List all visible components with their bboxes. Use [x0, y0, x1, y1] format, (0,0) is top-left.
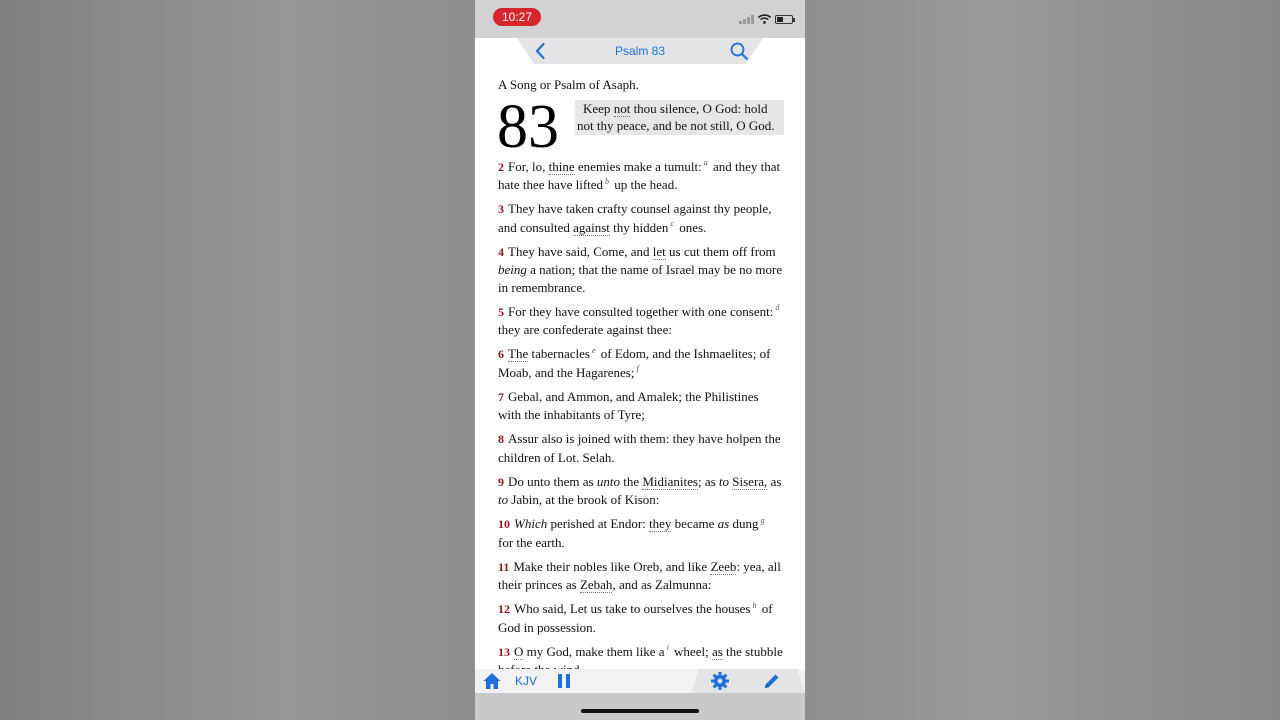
footnote-marker[interactable]: g [760, 515, 765, 525]
status-time: 10:27 [493, 8, 541, 26]
verse-number: 2 [498, 159, 504, 174]
battery-icon [775, 15, 793, 24]
verse-number: 9 [498, 474, 504, 489]
verse-number: 10 [498, 517, 510, 531]
verse-11[interactable]: 11 Make their nobles like Oreb, and like Zeeb: yea, all their princes as Zebah, and as Zalmunna: [498, 558, 781, 592]
version-button[interactable]: KJV [515, 674, 538, 688]
chapter-number: 83 [497, 92, 559, 161]
status-icons [739, 12, 793, 26]
phone-screen [475, 0, 805, 720]
footnote-marker[interactable]: i [666, 643, 669, 653]
home-indicator[interactable] [581, 709, 699, 713]
bottom-toolbar [475, 669, 805, 693]
footnote-marker[interactable]: h [752, 600, 757, 610]
verse-number: 11 [498, 559, 510, 574]
footnote-marker[interactable]: d [775, 303, 780, 313]
pencil-icon[interactable] [762, 671, 782, 691]
footnote-marker[interactable]: e [591, 345, 596, 355]
footnote-marker[interactable]: b [605, 176, 610, 186]
wifi-icon [758, 14, 771, 24]
chevron-left-icon[interactable] [531, 41, 551, 61]
verse-5[interactable]: 5 For they have consulted together with one consent: $^d$ they are confederate against thee: [498, 303, 780, 337]
verse-7[interactable]: 7 Gebal, and Ammon, and Amalek; the Philistines with the inhabitants of Tyre; [498, 388, 759, 422]
chapter-title-button[interactable]: Psalm 83 [614, 44, 666, 58]
search-icon[interactable] [729, 41, 749, 61]
home-indicator-area [475, 693, 805, 720]
chapter-opening [497, 92, 784, 161]
verse-number: 12 [498, 602, 510, 616]
psalm-superscription: A Song or Psalm of Asaph. [498, 77, 639, 92]
verse-number: 6 [498, 347, 504, 361]
verse-6[interactable]: 6 The tabernacles $^e$ of Edom, and the Ishmaelites; of Moab, and the Hagarenes; $^f$ [498, 345, 771, 380]
verse-1-highlighted[interactable]: Keep not thou silence, O God: hold not thy peace, and be not still, O God. [575, 100, 784, 135]
verse-number: 5 [498, 304, 504, 319]
verse-number: 4 [498, 244, 504, 259]
cellular-signal-icon [739, 14, 754, 24]
gear-icon[interactable] [710, 671, 730, 691]
home-icon[interactable] [482, 671, 502, 691]
verse-12[interactable]: 12 Who said, Let us take to ourselves the houses $^h$ of God in possession. [498, 600, 773, 635]
footnote-marker[interactable]: f [636, 364, 639, 374]
verse-13[interactable]: 13 O my God, make them like a $^i$ wheel; as the stubble [498, 643, 783, 659]
blurred-background-left [0, 0, 475, 720]
footnote-marker[interactable]: a [703, 158, 708, 168]
verse-4[interactable]: 4 They have said, Come, and let us cut them off from being a nation; that the name of Israel may be no more in remembrance. [498, 243, 783, 295]
status-bar [475, 0, 805, 38]
navigation-bar [475, 38, 805, 64]
scripture-text[interactable] [498, 76, 784, 685]
pause-icon[interactable] [555, 671, 573, 691]
verse-3[interactable]: 3 They have taken crafty counsel against thy people, and consulted against thy hidden $^c$ ones. [498, 201, 772, 235]
toolbar-right-tab [691, 669, 805, 693]
verse-2[interactable]: 2 For, lo, thine enemies make a tumult: $^a$ and they that hate thee have lifted $^b$ up the head. [498, 158, 781, 192]
verse-number: 13 [498, 644, 510, 659]
verse-number: 7 [498, 389, 504, 404]
verse-number: 8 [498, 432, 504, 446]
verse-10[interactable]: 10 Which perished at Endor: they became as dung $^g$ for the earth. [498, 515, 765, 550]
verse-number: 3 [498, 202, 504, 216]
blurred-background-right [805, 0, 1280, 720]
verse-9[interactable]: 9 Do unto them as unto the Midianites; as to Sisera, as to Jabin, at the brook of Kison: [498, 473, 782, 507]
footnote-marker[interactable]: c [670, 219, 674, 229]
verse-8[interactable]: 8 Assur also is joined with them: they have holpen the children of Lot. Selah. [498, 431, 781, 465]
